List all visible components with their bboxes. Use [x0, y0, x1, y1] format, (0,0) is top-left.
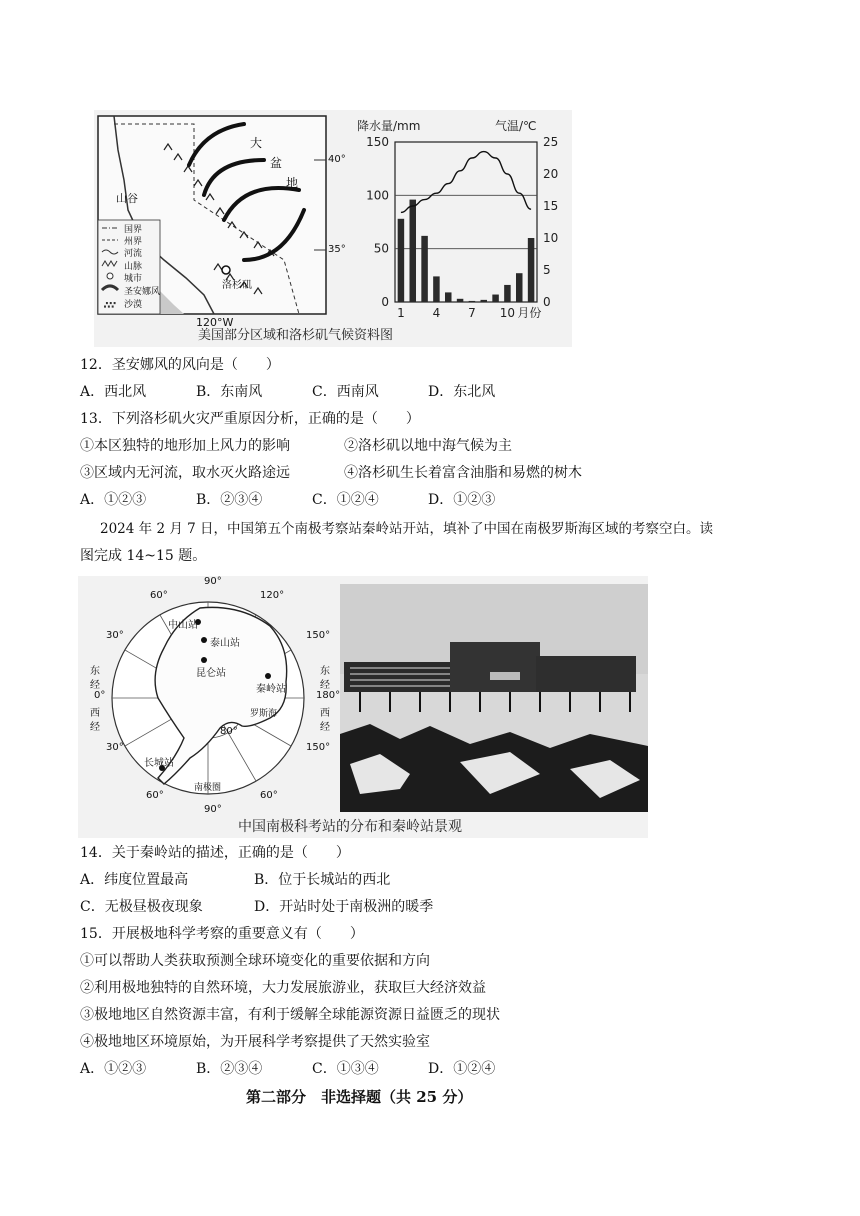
- q14-stem: 14．关于秦岭站的描述，正确的是（ ）: [80, 845, 350, 861]
- y-left-tick: 0: [381, 295, 389, 309]
- precip-bar: [409, 200, 416, 302]
- q15-option-a[interactable]: A．①②③: [80, 1061, 147, 1077]
- qinling-station-photo: [340, 584, 648, 812]
- y-right-tick: 0: [543, 295, 551, 309]
- precip-bar: [457, 299, 464, 302]
- x-unit-label: 月份: [517, 306, 542, 320]
- q13-stem: 13．下列洛杉矶火灾严重原因分析，正确的是（ ）: [80, 411, 420, 427]
- west-label-2a: 西: [320, 708, 330, 719]
- basin-label-2: 盆: [270, 156, 283, 170]
- precip-bar: [504, 285, 511, 302]
- q12-option-a[interactable]: A．西北风: [80, 384, 147, 400]
- station-taishan: 泰山站: [210, 638, 240, 649]
- antarctic-circle-label: 南极圈: [194, 783, 222, 793]
- deg-60-br: 60°: [260, 790, 278, 801]
- deg-0: 0°: [94, 690, 106, 701]
- q13-item-3: ③区域内无河流，取水灭火路途远: [80, 465, 290, 481]
- lon-label: 120°W: [196, 316, 234, 329]
- deg-30-bl: 30°: [106, 742, 124, 753]
- deg-150-br: 150°: [306, 742, 331, 753]
- legend-wind: 圣安娜风: [124, 287, 161, 297]
- y-right-tick: 5: [543, 263, 551, 277]
- precip-bar: [528, 238, 535, 302]
- q12-option-c[interactable]: C．西南风: [312, 384, 379, 400]
- west-label-1b: 经: [90, 722, 100, 733]
- q13-option-d[interactable]: D．①②③: [428, 492, 496, 508]
- ross-sea-label: 罗斯海: [250, 709, 278, 719]
- q15-option-c[interactable]: C．①③④: [312, 1061, 379, 1077]
- y-left-tick: 150: [366, 135, 389, 149]
- q15-item-4: ④极地地区环境原始，为开展科学考察提供了天然实验室: [80, 1034, 430, 1050]
- legend-mountain: 山脉: [124, 262, 143, 272]
- station-kunlun: 昆仑站: [196, 668, 226, 679]
- q13-item-4: ④洛杉矶生长着富含油脂和易燃的树木: [344, 465, 582, 481]
- y-right-tick: 20: [543, 167, 559, 181]
- antarctica-map-labels: [80, 576, 341, 818]
- x-tick: 1: [397, 306, 405, 320]
- basin-label-3: 地: [286, 176, 299, 190]
- chart-frame: [395, 142, 537, 302]
- lat-80-label: 80°: [220, 726, 238, 737]
- q15-option-b[interactable]: B．②③④: [196, 1061, 263, 1077]
- precip-bar: [480, 300, 487, 302]
- figure-2-caption: 中国南极科考站的分布和秦岭站景观: [238, 819, 462, 835]
- legend-desert: 沙漠: [124, 300, 143, 310]
- q14-option-b[interactable]: B．位于长城站的西北: [254, 872, 391, 888]
- q15-item-1: ①可以帮助人类获取预测全球环境变化的重要依据和方向: [80, 953, 430, 969]
- precip-bar: [445, 292, 452, 302]
- q13-item-2: ②洛杉矶以地中海气候为主: [344, 438, 512, 454]
- q15-stem: 15．开展极地科学考察的重要意义有（ ）: [80, 926, 364, 942]
- temp-axis-label: 气温/℃: [495, 119, 537, 133]
- q13-item-1: ①本区独特的地形加上风力的影响: [80, 438, 290, 454]
- deg-60-bl: 60°: [146, 790, 164, 801]
- precip-axis-label: 降水量/mm: [357, 119, 421, 133]
- q14-option-a[interactable]: A．纬度位置最高: [80, 872, 189, 888]
- temperature-line: [401, 152, 531, 213]
- east-label-1a: 东: [90, 666, 100, 677]
- q15-option-d[interactable]: D．①②④: [428, 1061, 496, 1077]
- legend-border: 国界: [124, 225, 143, 235]
- q12-option-d[interactable]: D．东北风: [428, 384, 496, 400]
- deg-180: 180°: [316, 690, 341, 701]
- station-great-wall: 长城站: [144, 758, 174, 769]
- legend-city: 城市: [124, 274, 143, 284]
- intro-line-1: 2024 年 2 月 7 日，中国第五个南极考察站秦岭站开站，填补了中国在南极罗斯海区域的考察空白。读: [100, 521, 713, 537]
- part-2-title: 第二部分 非选择题（共 25 分）: [246, 1088, 473, 1106]
- q15-item-3: ③极地地区自然资源丰富，有利于缓解全球能源资源日益匮乏的现状: [80, 1007, 500, 1023]
- x-tick: 7: [468, 306, 476, 320]
- west-label-2b: 经: [320, 722, 330, 733]
- deg-90-top: 90°: [204, 576, 222, 587]
- lat-40-label: 40°: [328, 154, 346, 165]
- q14-option-c[interactable]: C．无极昼极夜现象: [80, 899, 203, 915]
- valley-label: 山谷: [116, 192, 138, 205]
- q12-option-b[interactable]: B．东南风: [196, 384, 263, 400]
- q13-option-a[interactable]: A．①②③: [80, 492, 147, 508]
- basin-label-1: 大: [250, 136, 263, 150]
- deg-150-r: 150°: [306, 630, 331, 641]
- y-right-tick: 25: [543, 135, 559, 149]
- deg-30-l: 30°: [106, 630, 124, 641]
- precip-bar: [433, 276, 440, 302]
- y-right-tick: 10: [543, 231, 559, 245]
- x-tick: 10: [499, 306, 516, 320]
- map-labels: [94, 110, 346, 330]
- q14-option-d[interactable]: D．开站时处于南极洲的暖季: [254, 899, 434, 915]
- west-label-1a: 西: [90, 708, 100, 719]
- deg-120-tr: 120°: [260, 590, 285, 601]
- intro-line-2: 图完成 14~15 题。: [80, 548, 207, 564]
- q12-stem: 12．圣安娜风的风向是（ ）: [80, 357, 280, 373]
- precip-bar: [469, 301, 476, 302]
- precip-bar: [421, 236, 428, 302]
- east-label-1b: 经: [90, 680, 100, 691]
- deg-90-bottom: 90°: [204, 804, 222, 815]
- q13-option-c[interactable]: C．①②④: [312, 492, 379, 508]
- station-qinling: 秦岭站: [256, 684, 286, 695]
- x-tick: 4: [432, 306, 441, 320]
- deg-60-tl: 60°: [150, 590, 168, 601]
- svg-text:∴∵: ∴∵: [104, 301, 116, 311]
- y-left-tick: 100: [366, 188, 389, 203]
- climate-chart: [345, 112, 570, 324]
- legend-state: 州界: [124, 237, 143, 247]
- precip-bar: [492, 295, 499, 302]
- y-left-tick: 50: [373, 241, 389, 256]
- precip-bar: [516, 273, 523, 302]
- east-label-2b: 经: [320, 680, 330, 691]
- y-right-tick: 15: [543, 199, 559, 213]
- lat-35-label: 35°: [328, 244, 346, 255]
- q15-item-2: ②利用极地独特的自然环境，大力发展旅游业，获取巨大经济效益: [80, 980, 486, 996]
- station-zhongshan: 中山站: [168, 620, 198, 631]
- city-label: 洛杉矶: [222, 280, 252, 291]
- legend-river: 河流: [124, 249, 143, 259]
- q13-option-b[interactable]: B．②③④: [196, 492, 263, 508]
- east-label-2a: 东: [320, 666, 330, 677]
- precip-bar: [398, 219, 405, 302]
- figure-1-caption: 美国部分区域和洛杉矶气候资料图: [198, 328, 394, 343]
